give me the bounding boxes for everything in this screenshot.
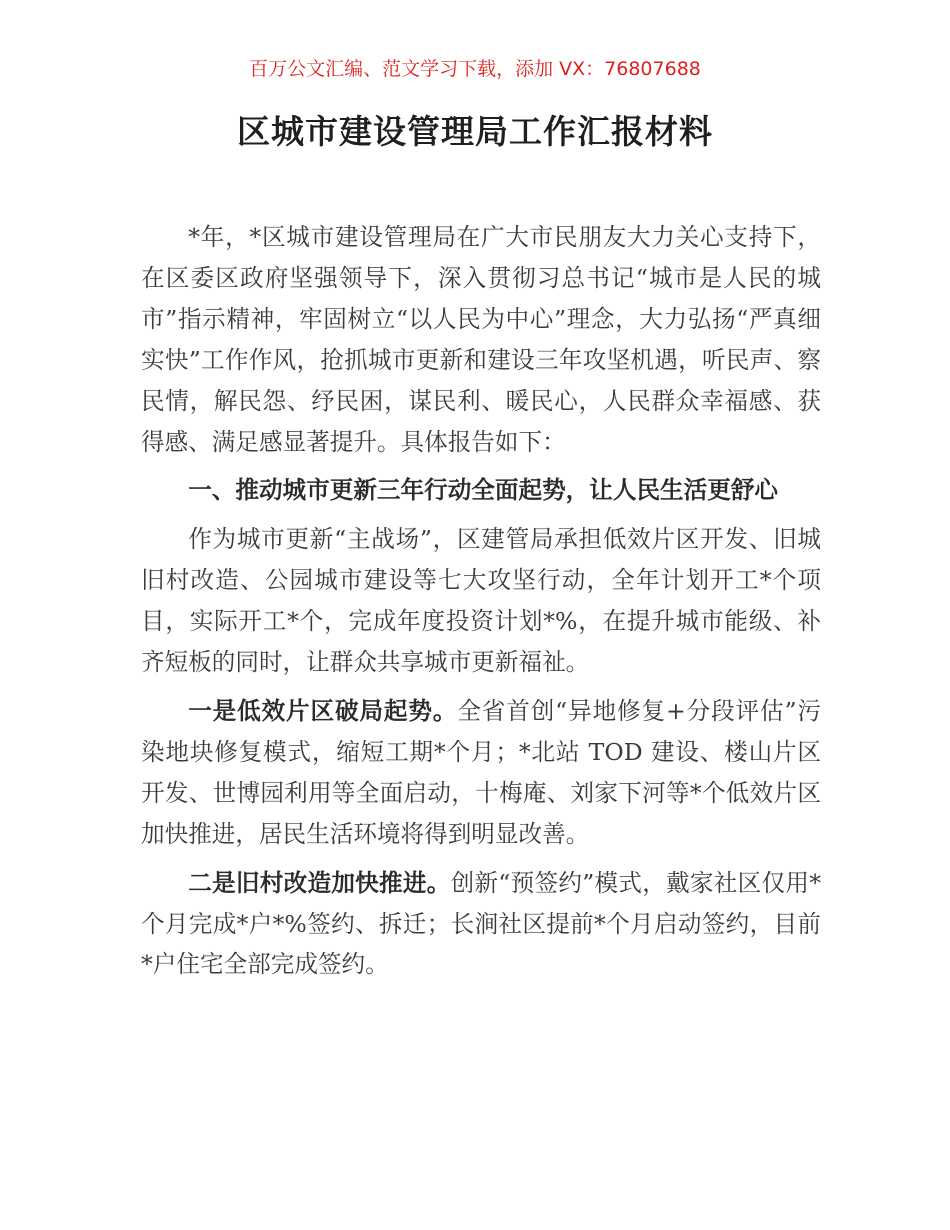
section-heading-1: 一、推动城市更新三年行动全面起势，让人民生活更舒心 <box>188 476 779 505</box>
intro-paragraph: *年，*区城市建设管理局在广大市民朋友大力关心支持下，在区委区政府坚强领导下，深入贯彻习总书记“城市是人民的城市”指示精神，牢固树立“以人民为中心”理念，大力弘扬“严真细实快”工作作风，抢抓城市更新和建设三年攻坚机遇，听民声、察民情，解民怨、纾民困，谋民利、暖民心，人民群众幸福感、获得感、满足感显著提升。具体报告如下： <box>141 223 821 456</box>
item-1-lead: 一是低效片区破局起势。 <box>188 696 458 725</box>
item-2-lead: 二是旧村改造加快推进。 <box>188 868 451 897</box>
section-1-paragraph: 作为城市更新“主战场”，区建管局承担低效片区开发、旧城旧村改造、公园城市建设等七大攻坚行动，全年计划开工*个项目，实际开工*个，完成年度投资计划*%，在提升城市能级、补齐短板的同时，让群众共享城市更新福祉。 <box>141 525 821 677</box>
item-2-body: 创新“预签约”模式，戴家社区仅用*个月完成*户*%签约、拆迁；长涧社区提前*个月启动签约，目前*户住宅全部完成签约。 <box>141 868 822 979</box>
item-2-paragraph <box>141 863 821 986</box>
watermark-banner: 百万公文汇编、范文学习下载，添加 VX：76807688 <box>249 58 701 80</box>
item-1-body: 全省首创“异地修复+分段评估”污染地块修复模式，缩短工期*个月；*北站 TOD 建设、楼山片区开发、世博园利用等全面启动，十梅庵、刘家下河等*个低效片区加快推进，居民生活环境将得到明显改善。 <box>141 696 821 848</box>
document-body <box>141 217 821 985</box>
document-title: 区城市建设管理局工作汇报材料 <box>237 112 713 151</box>
item-1-paragraph <box>141 691 821 855</box>
